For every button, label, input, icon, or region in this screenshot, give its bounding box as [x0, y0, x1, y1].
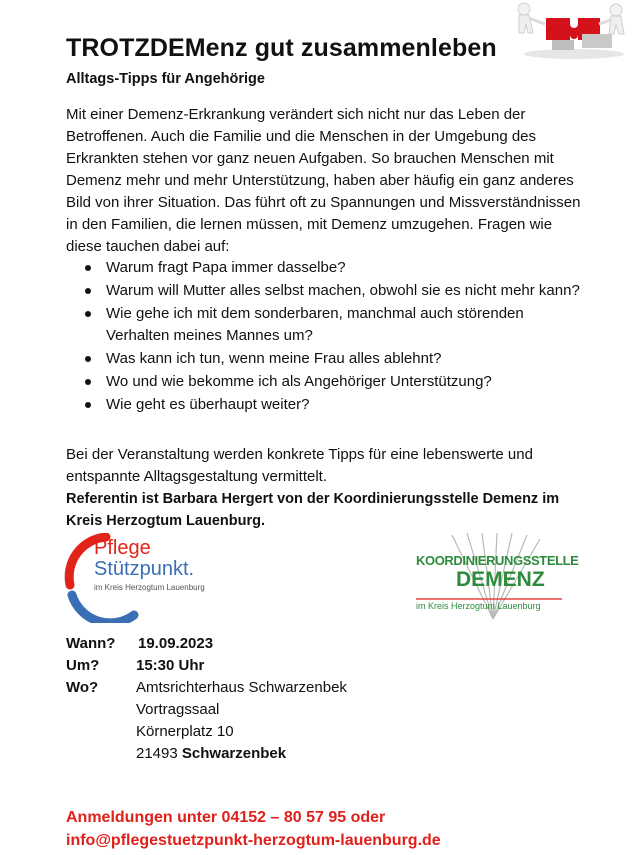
event-description: Bei der Veranstaltung werden konkrete Tipps für eine lebenswerte und entspannte Alltagsgestaltung vermittelt.: [66, 446, 533, 485]
puzzle-figures-illustration: [512, 0, 630, 60]
pflege-word: Pflege: [94, 537, 151, 559]
venue-street: Körnerplatz 10: [136, 723, 234, 740]
venue-city: [136, 743, 286, 765]
koordinierungsstelle-logo: [412, 533, 579, 621]
venue-name: Amtsrichterhaus Schwarzenbek: [136, 679, 347, 696]
registration-email-link[interactable]: info@pflegestuetzpunkt-herzogtum-lauenburg.de: [66, 832, 441, 849]
speaker-info: Referentin ist Barbara Hergert von der Koordinierungsstelle Demenz im Kreis Herzogtum Lauenburg.: [66, 491, 560, 529]
time-label: Um?: [66, 657, 100, 674]
bullet-icon: [85, 356, 91, 362]
when-label: Wann?: [66, 635, 116, 652]
list-item: Warum will Mutter alles selbst machen, obwohl sie es nicht mehr kann?: [66, 280, 586, 302]
koord-word: KOORDINIERUNGSSTELLE: [416, 553, 579, 568]
list-item: Was kann ich tun, wenn meine Frau alles ablehnt?: [66, 348, 586, 370]
demenz-word: DEMENZ: [456, 568, 545, 591]
list-item: Wie geht es überhaupt weiter?: [66, 394, 586, 416]
venue-zip: 21493: [136, 745, 182, 762]
bullet-icon: [85, 379, 91, 385]
event-time: 15:30 Uhr: [136, 657, 205, 674]
question-list: [66, 257, 586, 417]
where-label: Wo?: [66, 679, 99, 696]
venue-room: Vortragssaal: [136, 701, 220, 718]
registration-phone: Anmeldungen unter 04152 – 80 57 95 oder: [66, 809, 386, 826]
registration-info: [66, 806, 441, 852]
intro-paragraph: Mit einer Demenz-Erkrankung verändert sich nicht nur das Leben der Betroffenen. Auch die Familie und die Menschen in der Umgebung des Erkrankten stehen vor ganz neuen Aufgaben. So brauchen Menschen mit Demenz mehr und mehr Unterstützung, haben aber häufig ein ganz anderes Bild von ihrer Situation. Das führt oft zu Spannungen und Missverständnissen in den Familien, die lernen müssen, mit Demenz umzugehen. Fragen wie diese tauchen dabei auf:: [66, 106, 581, 255]
pflegestuetzpunkt-logo: [64, 533, 254, 623]
venue-city-name: Schwarzenbek: [181, 745, 287, 762]
bullet-icon: [85, 402, 91, 408]
bullet-icon: [85, 265, 91, 271]
stuetzpunkt-word: Stützpunkt.: [94, 558, 195, 580]
event-date: 19.09.2023: [138, 635, 214, 652]
bullet-icon: [85, 311, 91, 317]
pflege-region: im Kreis Herzogtum Lauenburg: [94, 583, 205, 592]
page-subtitle: Alltags-Tipps für Angehörige: [66, 71, 265, 87]
list-item: Wie gehe ich mit dem sonderbaren, manchmal auch störenden Verhalten meines Mannes um?: [66, 303, 586, 347]
koord-region: im Kreis Herzogtum Lauenburg: [416, 601, 541, 611]
list-item: Warum fragt Papa immer dasselbe?: [66, 257, 586, 279]
page-title: TROTZDEMenz gut zusammenleben: [66, 34, 497, 62]
list-item: Wo und wie bekomme ich als Angehöriger Unterstützung?: [66, 371, 586, 393]
bullet-icon: [85, 288, 91, 294]
